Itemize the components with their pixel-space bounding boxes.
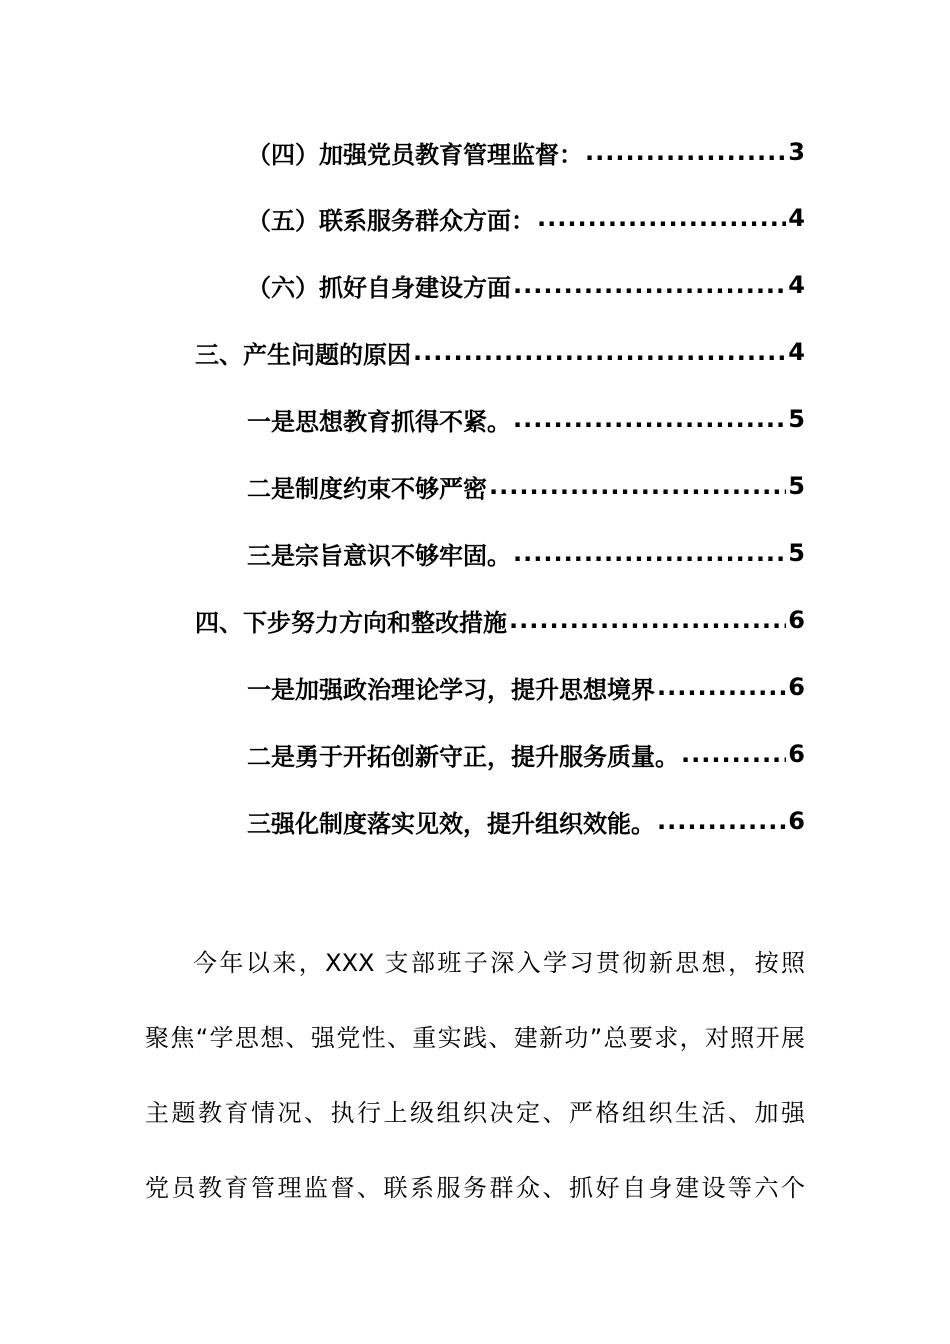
toc-entry[interactable] bbox=[247, 198, 805, 238]
toc-page-number: 4 bbox=[788, 271, 805, 299]
body-line: 党员教育管理监督、联系服务群众、抓好自身建设等六个 bbox=[145, 1174, 805, 1202]
toc-entry-label: 一是思想教育抓得不紧。 bbox=[247, 407, 511, 436]
toc-entry[interactable] bbox=[247, 667, 805, 707]
toc-leader-dots bbox=[679, 740, 786, 768]
toc-leader-dots bbox=[487, 472, 786, 500]
toc-leader-dots bbox=[411, 338, 786, 366]
toc-entry-label: 二是勇于开拓创新守正，提升服务质量。 bbox=[247, 742, 679, 771]
toc-entry-label: 一是加强政治理论学习，提升思想境界 bbox=[247, 675, 655, 704]
toc-entry[interactable] bbox=[247, 734, 805, 774]
toc-entry[interactable] bbox=[247, 265, 805, 305]
toc-entry-label: 二是制度约束不够严密 bbox=[247, 474, 487, 503]
toc-entry[interactable] bbox=[247, 399, 805, 439]
toc-page-number: 6 bbox=[788, 807, 805, 835]
toc-page-number: 5 bbox=[788, 405, 805, 433]
toc-leader-dots bbox=[511, 271, 786, 299]
toc-leader-dots bbox=[583, 138, 786, 166]
toc-page-number: 5 bbox=[788, 539, 805, 567]
toc-entry[interactable] bbox=[247, 801, 805, 841]
toc-page-number: 6 bbox=[788, 673, 805, 701]
body-paragraph bbox=[145, 926, 805, 1226]
body-line: 今年以来，XXX 支部班子深入学习贯彻新思想，按照 bbox=[193, 949, 805, 977]
toc-leader-dots bbox=[507, 606, 786, 634]
toc-entry-label: 四、下步努力方向和整改措施 bbox=[195, 608, 507, 637]
toc-entry-label: （五）联系服务群众方面： bbox=[247, 206, 535, 235]
toc-entry-label: （四）加强党员教育管理监督： bbox=[247, 140, 583, 169]
toc-entry[interactable] bbox=[247, 466, 805, 506]
body-line: 主题教育情况、执行上级组织决定、严格组织生活、加强 bbox=[145, 1099, 805, 1127]
toc-entry[interactable] bbox=[247, 533, 805, 573]
toc-leader-dots bbox=[535, 204, 786, 232]
toc-leader-dots bbox=[511, 539, 786, 567]
toc-page-number: 4 bbox=[788, 338, 805, 366]
toc-leader-dots bbox=[655, 673, 786, 701]
body-line: 聚焦“学思想、强党性、重实践、建新功”总要求，对照开展 bbox=[145, 1024, 805, 1052]
toc-entry-label: （六）抓好自身建设方面 bbox=[247, 273, 511, 302]
toc-entry-label: 三强化制度落实见效，提升组织效能。 bbox=[247, 809, 655, 838]
toc-entry[interactable] bbox=[247, 132, 805, 172]
toc-page-number: 6 bbox=[788, 740, 805, 768]
toc-entry[interactable] bbox=[195, 600, 805, 640]
toc-page-number: 3 bbox=[788, 138, 805, 166]
toc-leader-dots bbox=[655, 807, 786, 835]
toc-page-number: 5 bbox=[788, 472, 805, 500]
toc-entry-label: 三、产生问题的原因 bbox=[195, 340, 411, 369]
toc-entry[interactable] bbox=[195, 332, 805, 372]
toc-page-number: 6 bbox=[788, 606, 805, 634]
toc-entry-label: 三是宗旨意识不够牢固。 bbox=[247, 541, 511, 570]
toc-page-number: 4 bbox=[788, 204, 805, 232]
toc-leader-dots bbox=[511, 405, 786, 433]
